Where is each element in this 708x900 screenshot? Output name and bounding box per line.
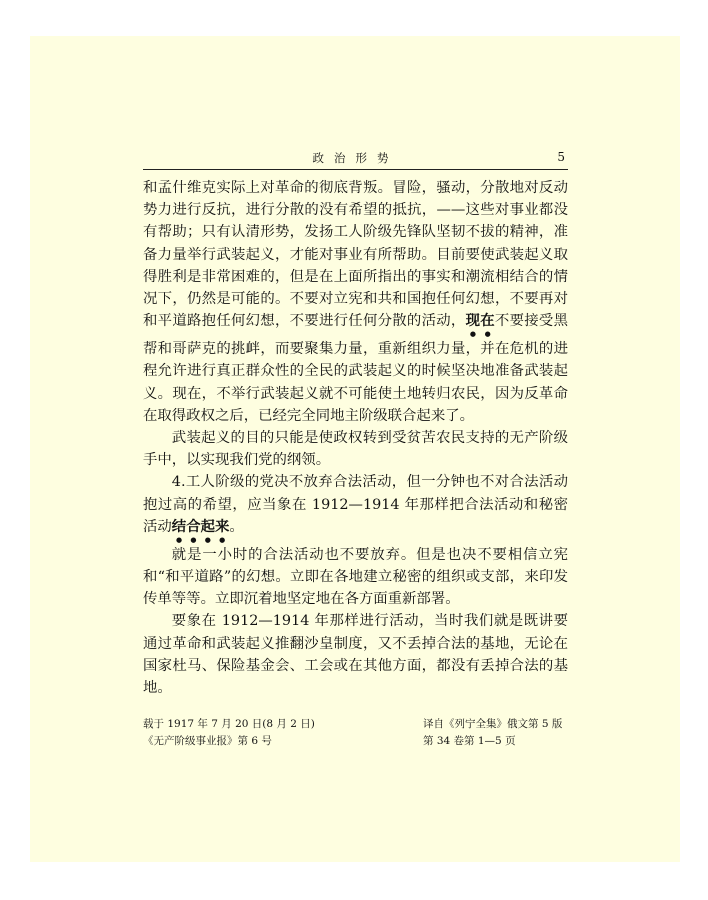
running-header [143,150,568,170]
text-run: 和孟什维克实际上对革命的彻底背叛。冒险，骚动，分散地对反动势力进行反抗，进行分散的没有希望的抵抗，——这些对事业都没有帮助；只有认清形势，发扬工人阶级先锋队坚韧不拔的精神，准备力量举行武装起义，才能对事业有所帮助。目前要使武装起义取得胜利是非常困难的，但是在上面所指出的事实和潮流相结合的情况下，仍然是可能的。不要对立宪和共和国抱任何幻想，不要再对和平道路抱任何幻想，不要进行任何分散的活动， [143,180,568,330]
publication-line-1: 载于 1917 年 7 月 20 日(8 月 2 日) [143,718,315,730]
translation-line-1: 译自《列宁全集》俄文第 5 版 [423,718,563,730]
emphasized-text: 结合起来 [171,517,230,535]
translation-line-2: 第 34 卷第 1—5 页 [423,735,516,747]
paragraph [143,427,568,471]
text-run: 4.工人阶级的党决不放弃合法活动，但一分钟也不对合法活动抱过高的希望，应当象在 1912—1914 年那样把合法活动和秘密活动 [143,474,568,535]
body-text [143,177,568,699]
header-rule [143,169,568,170]
emphasized-text: 现在 [465,312,495,330]
page-number: 5 [557,150,565,164]
paragraph [143,177,568,427]
running-title: 政治形势 [312,151,399,165]
translation-note [423,716,562,750]
publication-note [143,716,315,750]
text-run: 。 [229,518,244,535]
paragraph [143,610,568,699]
text-run: 就是一小时的合法活动也不要放弃。但是也决不要相信立宪和“和平道路”的幻想。立即在各地建立秘密的组织或支部，来印发传单等等。立即沉着地坚定地在各方面重新部署。 [143,546,568,608]
text-run: 要象在 1912—1914 年那样进行活动，当时我们就是既讲要通过革命和武装起义推翻沙皇制度，又不丢掉合法的基地，无论在国家杜马、保险基金会、工会或在其他方面，都没有丢掉合法的基地。 [143,613,568,697]
publication-line-2: 《无产阶级事业报》第 6 号 [143,735,272,747]
text-run: 不要接受黑帮和哥萨克的挑衅，而要聚集力量，重新组织力量，并在危机的进程允许进行真正群众性的全民的武装起义的时候坚决地准备武装起义。现在，不举行武装起义就不可能使土地转归农民，因为反革命在取得政权之后，已经完全同地主阶级联合起来了。 [143,313,568,424]
text-run: 武装起义的目的只能是使政权转到受贫苦农民支持的无产阶级手中，以实现我们党的纲领。 [143,430,568,469]
paragraph [143,544,568,611]
paragraph [143,471,568,543]
